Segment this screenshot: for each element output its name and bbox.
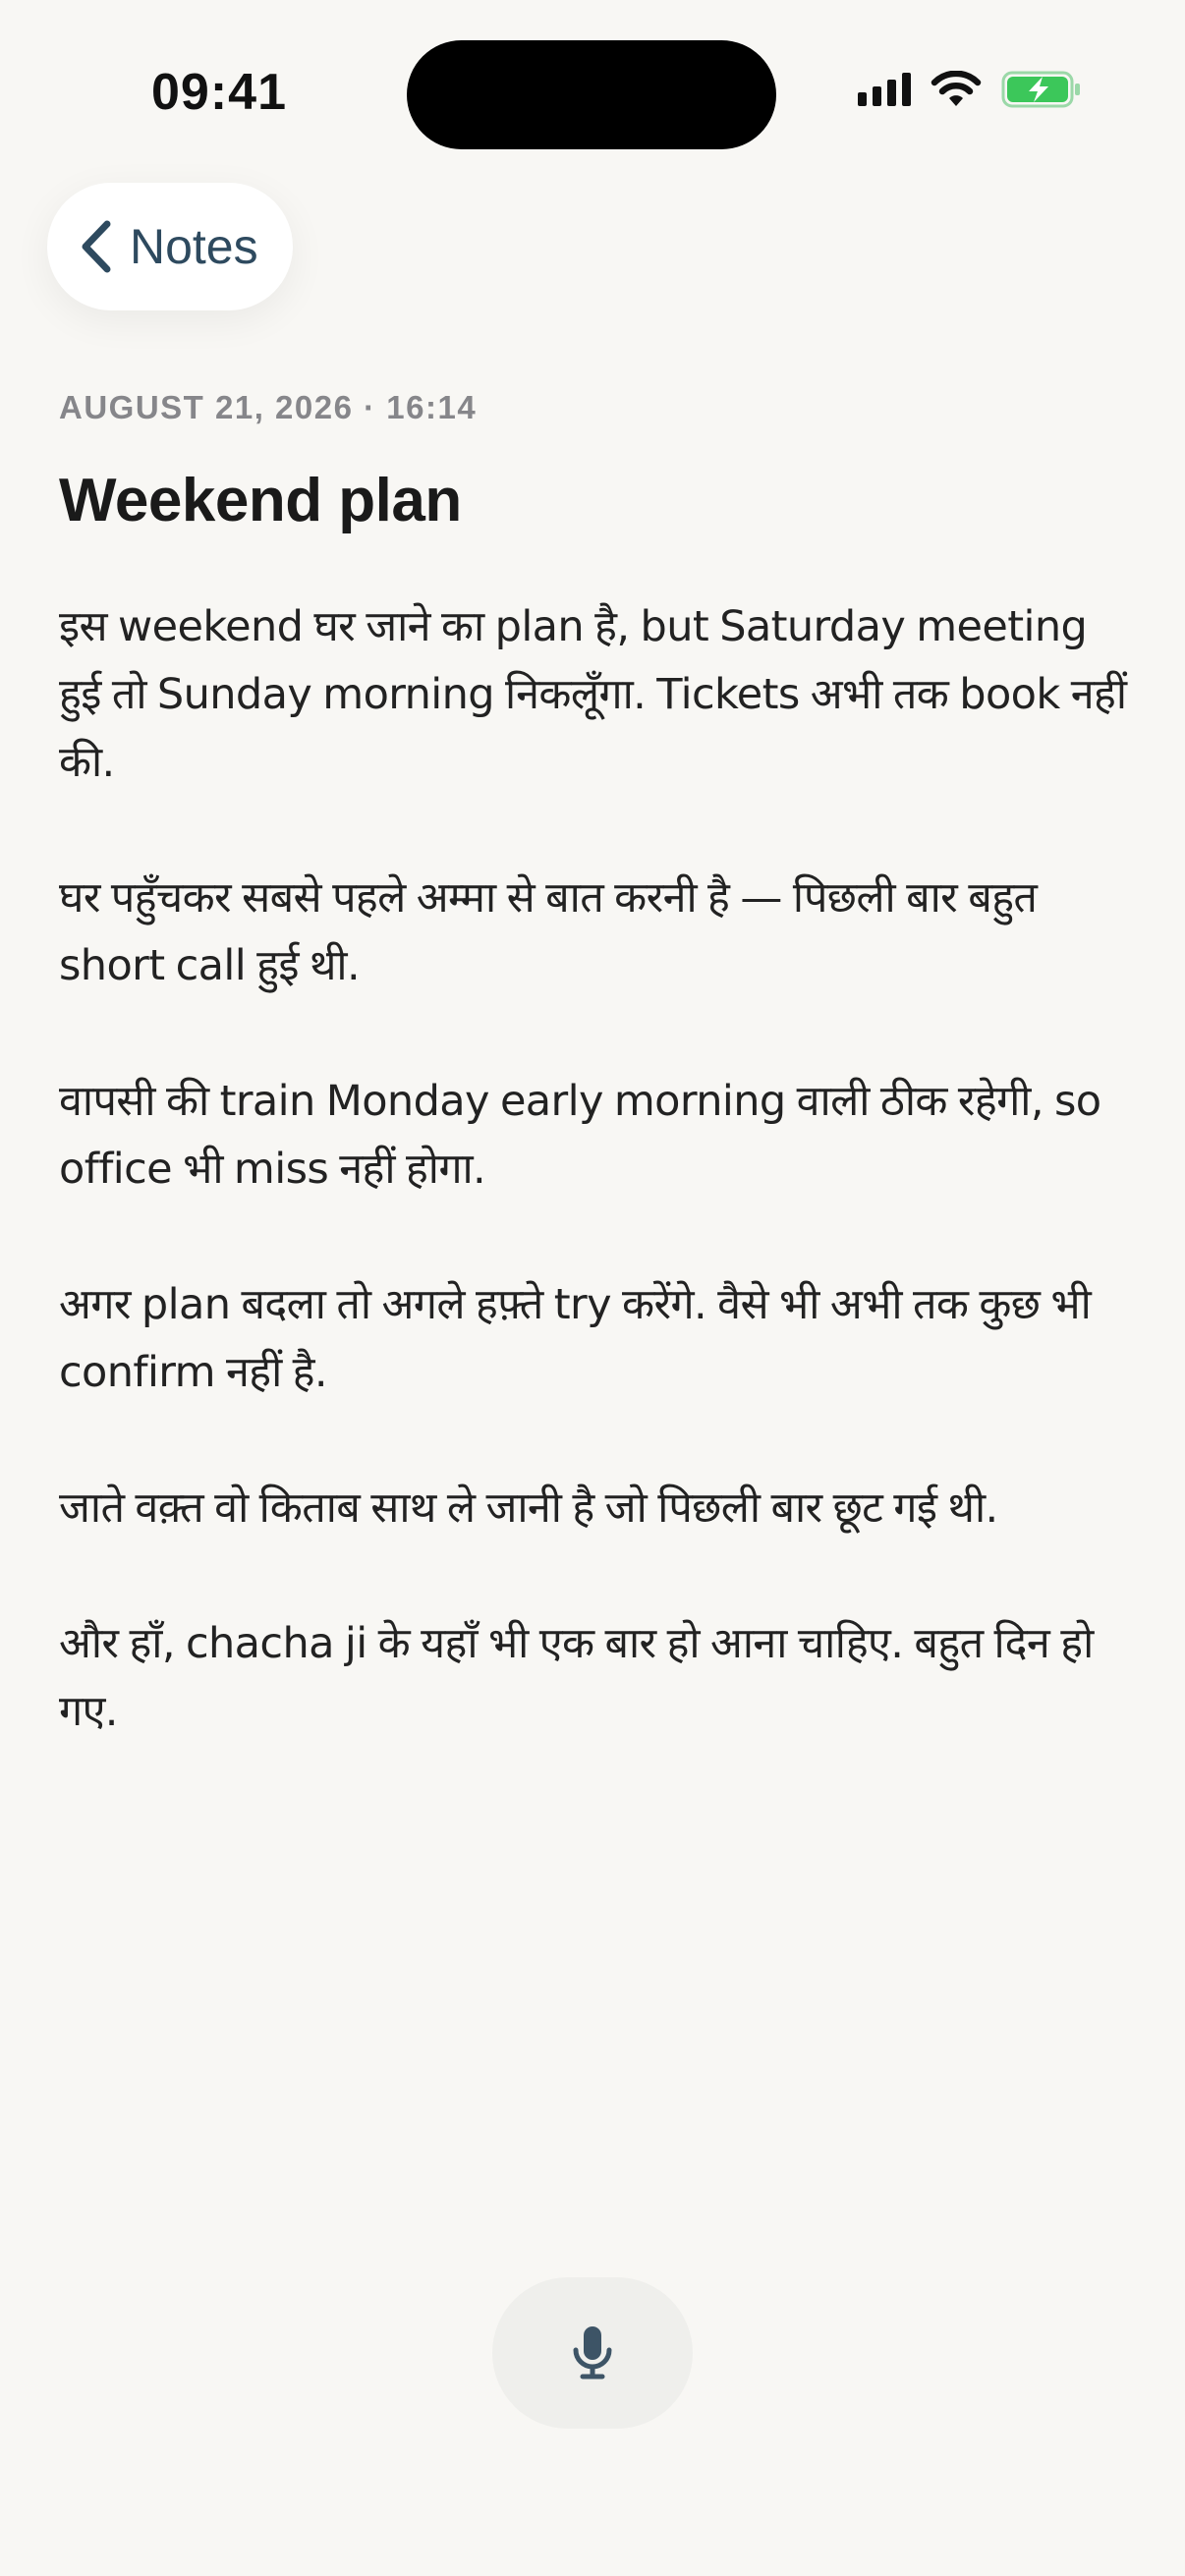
note-paragraph[interactable]: घर पहुँचकर सबसे पहले अम्मा से बात करनी है — पिछली बार बहुत short call हुई थी.	[59, 873, 1038, 990]
dictation-button[interactable]	[492, 2277, 693, 2429]
note-title[interactable]: Weekend plan	[59, 467, 462, 534]
back-button-label: Notes	[130, 219, 258, 274]
dynamic-island	[407, 40, 776, 149]
battery-charging-icon	[1001, 71, 1082, 108]
microphone-icon	[571, 2324, 614, 2382]
note-paragraph[interactable]: वापसी की train Monday early morning वाली ठीक रहेगी, so office भी miss नहीं होगा.	[59, 1077, 1101, 1194]
note-date: AUGUST 21, 2026 · 16:14	[59, 389, 478, 425]
status-time: 09:41	[151, 64, 287, 121]
note-paragraph[interactable]: और हाँ, chacha ji के यहाँ भी एक बार हो आना चाहिए. बहुत दिन हो गए.	[59, 1619, 1094, 1736]
wifi-icon	[931, 71, 982, 108]
note-body[interactable]	[59, 593, 1130, 1814]
note-paragraph[interactable]: इस weekend घर जाने का plan है, but Saturday meeting हुई तो Sunday morning निकलूँगा. Tickets अभी तक book नहीं की.	[59, 602, 1127, 787]
status-icons	[858, 71, 1082, 108]
chevron-left-icon	[77, 218, 116, 275]
back-button[interactable]	[47, 183, 293, 310]
cellular-signal-icon	[858, 73, 911, 106]
note-paragraph[interactable]: अगर plan बदला तो अगले हफ़्ते try करेंगे. वैसे भी अभी तक कुछ भी confirm नहीं है.	[59, 1280, 1092, 1397]
note-paragraph[interactable]: जाते वक़्त वो किताब साथ ले जानी है जो पिछली बार छूट गई थी.	[59, 1484, 998, 1533]
